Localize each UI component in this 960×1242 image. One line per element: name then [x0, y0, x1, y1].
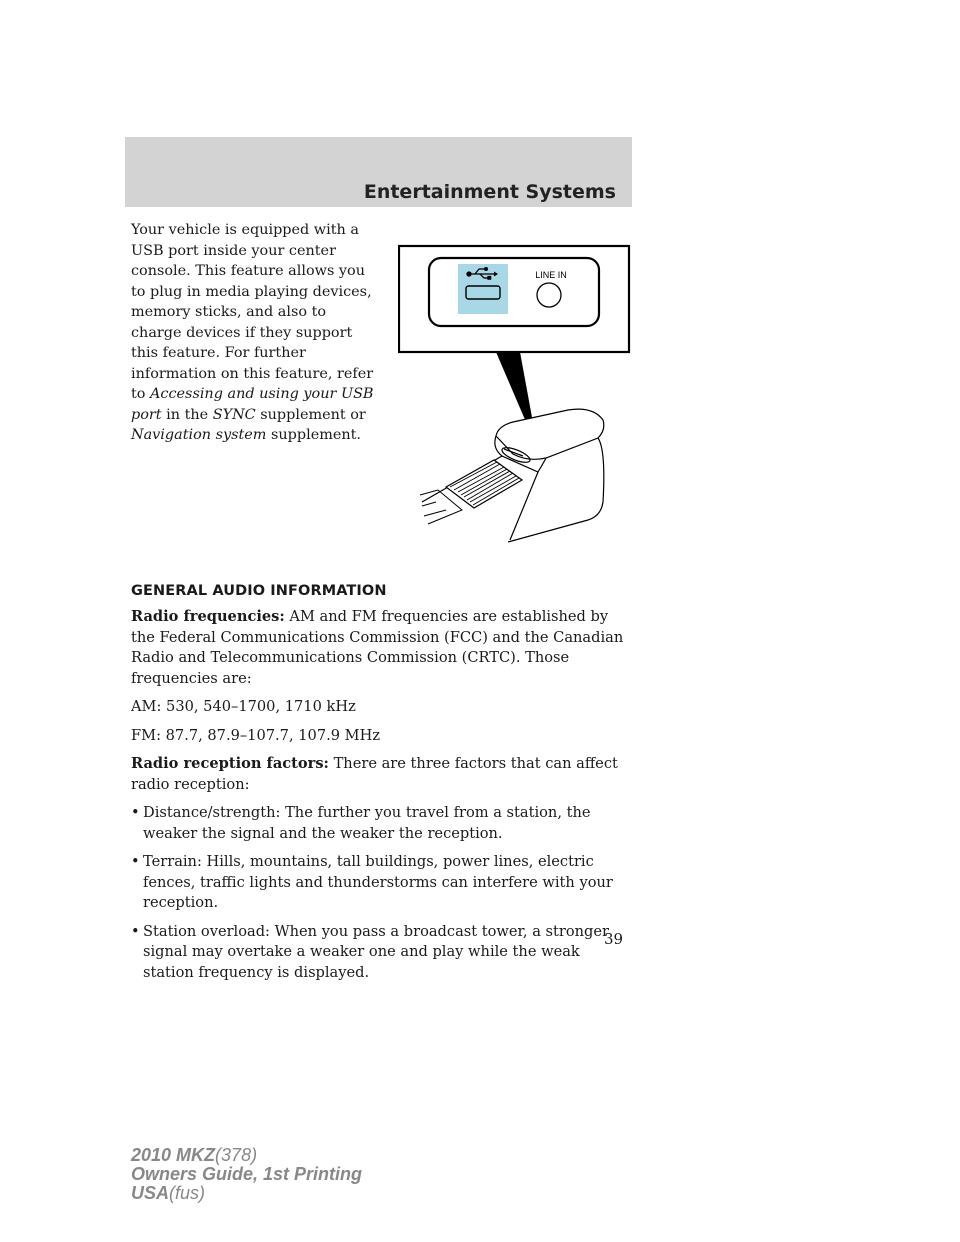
intro-text: Your vehicle is equipped with a USB port inside your center console. This feature allows you to plug in media playing devices, memory sticks, and also to charge devices if they support this feature. For further information on this feature, refer to [131, 222, 374, 402]
section-heading: GENERAL AUDIO INFORMATION [131, 583, 387, 599]
bullet-icon: • [131, 804, 140, 821]
bullet-text: Terrain: Hills, mountains, tall buildings, power lines, electric fences, traffic lights and thunderstorms can interfere with your reception. [143, 853, 613, 911]
line-in-jack [537, 283, 561, 307]
footer-line-edition [131, 1165, 362, 1184]
section-header-band [125, 137, 632, 207]
bullet-icon: • [131, 922, 140, 940]
usb-port-illustration [398, 240, 638, 550]
intro-text-4: supplement. [266, 427, 361, 443]
list-item [131, 922, 626, 984]
reception-factors-paragraph [131, 754, 626, 795]
intro-paragraph [131, 220, 381, 446]
reception-factors-label: Radio reception factors: [131, 755, 329, 772]
ref-usb-port: Accessing and using your USB port [131, 386, 374, 423]
intro-text-3: supplement or [255, 406, 366, 423]
radio-frequencies-label: Radio frequencies: [131, 608, 285, 625]
am-frequencies: AM: 530, 540–1700, 1710 kHz [131, 698, 356, 715]
console-trim [420, 490, 462, 524]
reception-factors-text: There are three factors that can affect radio reception: [131, 755, 618, 793]
reception-factors-list [131, 803, 626, 983]
list-item [131, 803, 626, 844]
port-panel [429, 258, 599, 326]
footer-line-model [131, 1146, 362, 1165]
page-number: 39 [604, 930, 624, 948]
console-grille [446, 460, 522, 508]
list-item [131, 852, 626, 914]
fm-frequencies: FM: 87.7, 87.9–107.7, 107.9 MHz [131, 726, 381, 744]
radio-frequencies-text: AM and FM frequencies are established by the Federal Communications Commission (FCC) and the Canadian Radio and Telecommunications Commission (CRTC). Those frequencies are: [131, 608, 624, 687]
bullet-icon: • [131, 853, 140, 870]
audio-info-body [131, 607, 626, 991]
document-footer [131, 1146, 362, 1203]
ref-navigation: Navigation system [131, 427, 267, 443]
footer-region: USA [131, 1183, 170, 1203]
footer-model: 2010 MKZ [131, 1145, 216, 1165]
footer-edition: Owners Guide, 1st Printing [131, 1164, 363, 1184]
console-diagram [398, 240, 638, 550]
bullet-text: Distance/strength: The further you travel from a station, the weaker the signal and the weaker the reception. [143, 804, 591, 842]
footer-line-region [131, 1184, 362, 1203]
section-title: Entertainment Systems [363, 181, 616, 203]
footer-region-code: (fus) [169, 1183, 206, 1203]
bullet-text: Station overload: When you pass a broadcast tower, a stronger signal may overtake a weaker one and play while the weak station frequency is displayed. [143, 922, 610, 981]
radio-frequencies-paragraph [131, 607, 626, 689]
footer-model-code: (378) [215, 1145, 258, 1165]
intro-text-2: in the [161, 406, 213, 423]
line-in-label: LINE IN [535, 270, 567, 280]
ref-sync: SYNC [212, 406, 256, 423]
